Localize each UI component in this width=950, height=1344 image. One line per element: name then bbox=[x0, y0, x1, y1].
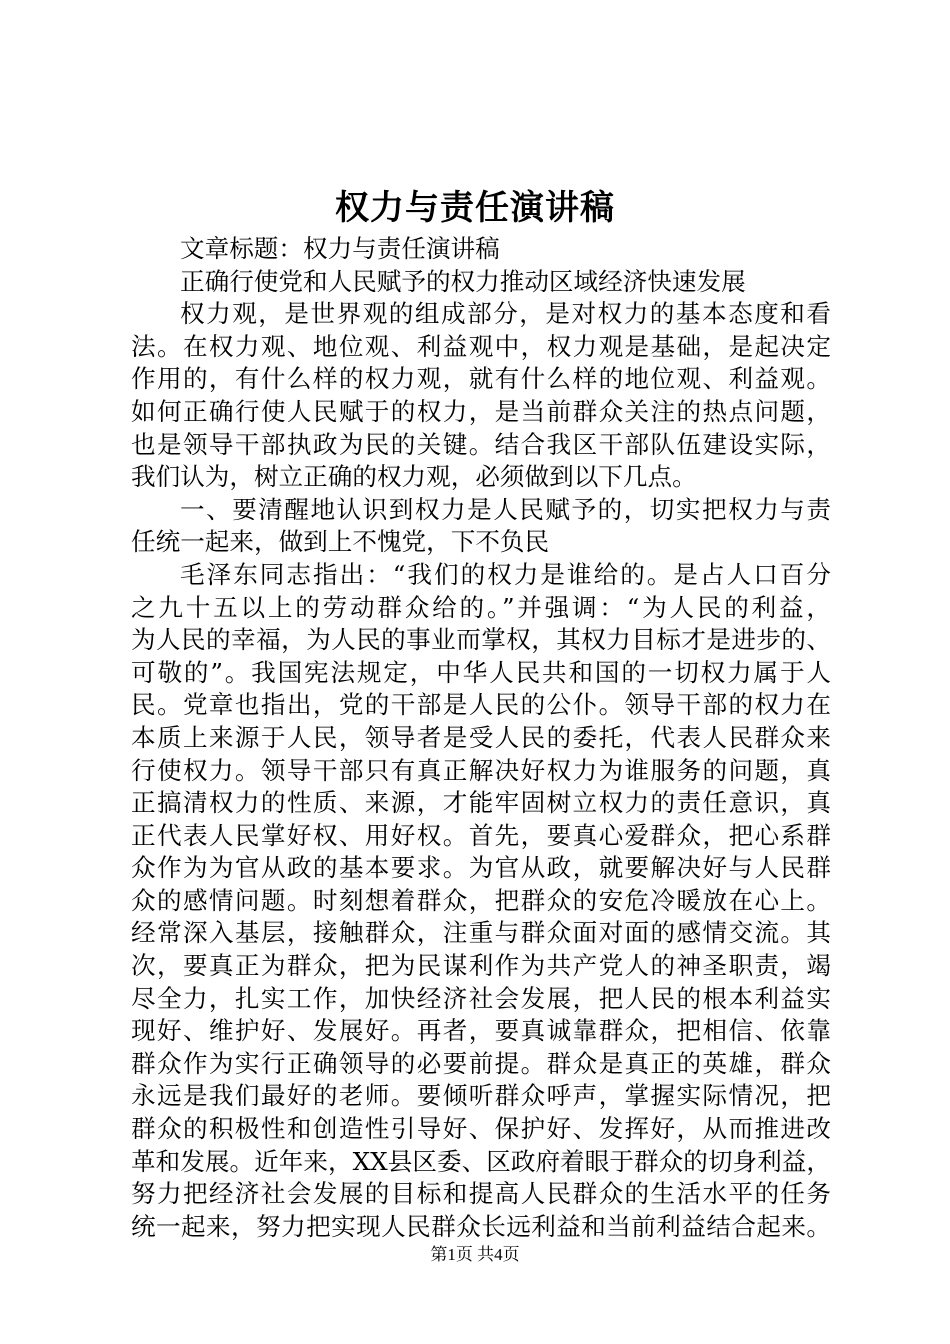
paragraph-line: 众的感情问题。时刻想着群众，把群众的安危冷暖放在心上。 bbox=[131, 885, 831, 915]
paragraph-line: 尽全力，扎实工作，加快经济社会发展，把人民的根本利益实 bbox=[131, 983, 831, 1013]
subheading-line: 任统一起来，做到上不愧党，下不负民 bbox=[131, 527, 550, 557]
article-title-line: 文章标题：权力与责任演讲稿 bbox=[180, 234, 500, 263]
paragraph-line: 毛泽东同志指出：“我们的权力是谁给的。是占人口百分 bbox=[180, 559, 831, 589]
paragraph-line: 群众作为实行正确领导的必要前提。群众是真正的英雄，群众 bbox=[131, 1048, 831, 1078]
paragraph-line: 次，要真正为群众，把为民谋利作为共产党人的神圣职责，竭 bbox=[131, 951, 831, 981]
paragraph-line: 本质上来源于人民，领导者是受人民的委托，代表人民群众来 bbox=[131, 722, 831, 752]
paragraph-line: 之九十五以上的劳动群众给的。”并强调：“为人民的利益， bbox=[131, 592, 831, 622]
paragraph-line: 众作为为官从政的基本要求。为官从政，就要解决好与人民群 bbox=[131, 853, 831, 883]
paragraph-line: 作用的，有什么样的权力观，就有什么样的地位观、利益观。 bbox=[131, 364, 831, 394]
paragraph-line: 如何正确行使人民赋于的权力，是当前群众关注的热点问题， bbox=[131, 396, 831, 426]
paragraph-line: 现好、维护好、发展好。再者，要真诚靠群众，把相信、依靠 bbox=[131, 1016, 831, 1046]
document-title: 权力与责任演讲稿 bbox=[335, 188, 615, 228]
paragraph-line: 统一起来，努力把实现人民群众长远利益和当前利益结合起来。 bbox=[131, 1211, 831, 1241]
paragraph-line: 可敬的”。我国宪法规定，中华人民共和国的一切权力属于人 bbox=[131, 657, 831, 687]
paragraph-line: 经常深入基层，接触群众，注重与群众面对面的感情交流。其 bbox=[131, 918, 831, 948]
paragraph-line: 正搞清权力的性质、来源，才能牢固树立权力的责任意识，真 bbox=[131, 788, 831, 818]
paragraph-line: 为人民的幸福，为人民的事业而掌权，其权力目标才是进步的、 bbox=[131, 625, 831, 655]
subheading-line: 一、要清醒地认识到权力是人民赋予的，切实把权力与责 bbox=[180, 494, 831, 524]
paragraph-line: 也是领导干部执政为民的关键。结合我区干部队伍建设实际， bbox=[131, 429, 831, 459]
section-heading: 正确行使党和人民赋予的权力推动区域经济快速发展 bbox=[180, 266, 746, 296]
paragraph-line: 革和发展。近年来，XX县区委、区政府着眼于群众的切身利益， bbox=[131, 1146, 831, 1176]
paragraph-line: 群众的积极性和创造性引导好、保护好、发挥好，从而推进改 bbox=[131, 1114, 831, 1144]
paragraph-line: 正代表人民掌好权、用好权。首先，要真心爱群众，把心系群 bbox=[131, 820, 831, 850]
page-footer: 第1页 共4页 bbox=[430, 1245, 520, 1264]
paragraph-line: 行使权力。领导干部只有真正解决好权力为谁服务的问题，真 bbox=[131, 755, 831, 785]
paragraph-line: 法。在权力观、地位观、利益观中，权力观是基础，是起决定 bbox=[131, 331, 831, 361]
paragraph-line: 我们认为，树立正确的权力观，必须做到以下几点。 bbox=[131, 462, 697, 492]
paragraph-line: 努力把经济社会发展的目标和提高人民群众的生活水平的任务 bbox=[131, 1179, 831, 1209]
paragraph-line: 永远是我们最好的老师。要倾听群众呼声，掌握实际情况，把 bbox=[131, 1081, 831, 1111]
paragraph-line: 民。党章也指出，党的干部是人民的公仆。领导干部的权力在 bbox=[131, 690, 831, 720]
document-body bbox=[131, 233, 831, 1243]
paragraph-line: 权力观，是世界观的组成部分，是对权力的基本态度和看 bbox=[180, 299, 831, 329]
